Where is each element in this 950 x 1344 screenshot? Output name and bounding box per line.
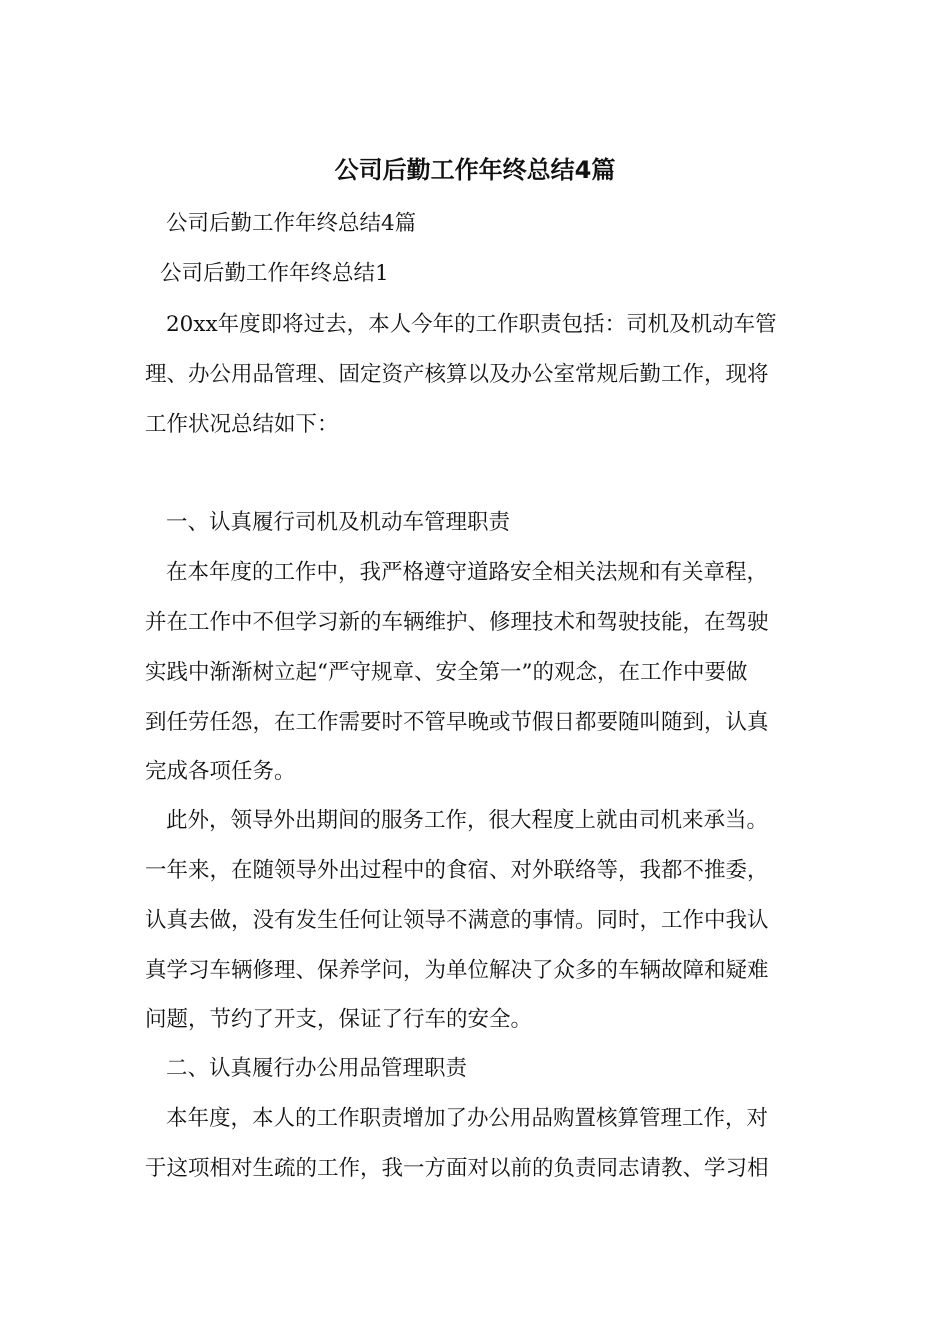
paragraph-line: 完成各项任务。 (145, 759, 296, 784)
paragraph-line: 本年度，本人的工作职责增加了办公用品购置核算管理工作，对 (166, 1106, 769, 1131)
document-title: 公司后勤工作年终总结4篇 (334, 156, 616, 184)
paragraph-line: 理、办公用品管理、固定资产核算以及办公室常规后勤工作，现将 (145, 362, 769, 387)
section-heading: 二、认真履行办公用品管理职责 (166, 1056, 468, 1081)
paragraph-line: 在本年度的工作中，我严格遵守道路安全相关法规和有关章程， (166, 560, 769, 585)
paragraph-line: 真学习车辆修理、保养学问，为单位解决了众多的车辆故障和疑难 (145, 958, 769, 983)
paragraph-line: 问题，节约了开支，保证了行车的安全。 (145, 1007, 533, 1032)
paragraph-line: 20xx年度即将过去，本人今年的工作职责包括：司机及机动车管 (166, 312, 777, 337)
subtitle-line: 公司后勤工作年终总结4篇 (166, 211, 417, 236)
paragraph-line: 实践中渐渐树立起“严守规章、安全第一”的观念，在工作中要做 (145, 660, 748, 685)
paragraph-line: 并在工作中不但学习新的车辆维护、修理技术和驾驶技能，在驾驶 (145, 610, 769, 635)
section-heading-1: 公司后勤工作年终总结1 (160, 261, 389, 286)
paragraph-line: 到任劳任怨，在工作需要时不管早晚或节假日都要随叫随到，认真 (145, 710, 769, 735)
paragraph-line: 此外，领导外出期间的服务工作，很大程度上就由司机来承当。 (166, 808, 769, 833)
paragraph-line: 一年来，在随领导外出过程中的食宿、对外联络等，我都不推委， (145, 858, 769, 883)
section-heading: 一、认真履行司机及机动车管理职责 (166, 510, 511, 535)
paragraph-line: 认真去做，没有发生任何让领导不满意的事情。同时，工作中我认 (145, 908, 769, 933)
paragraph-line: 工作状况总结如下： (145, 412, 339, 437)
paragraph-line: 于这项相对生疏的工作，我一方面对以前的负责同志请教、学习相 (145, 1156, 769, 1181)
